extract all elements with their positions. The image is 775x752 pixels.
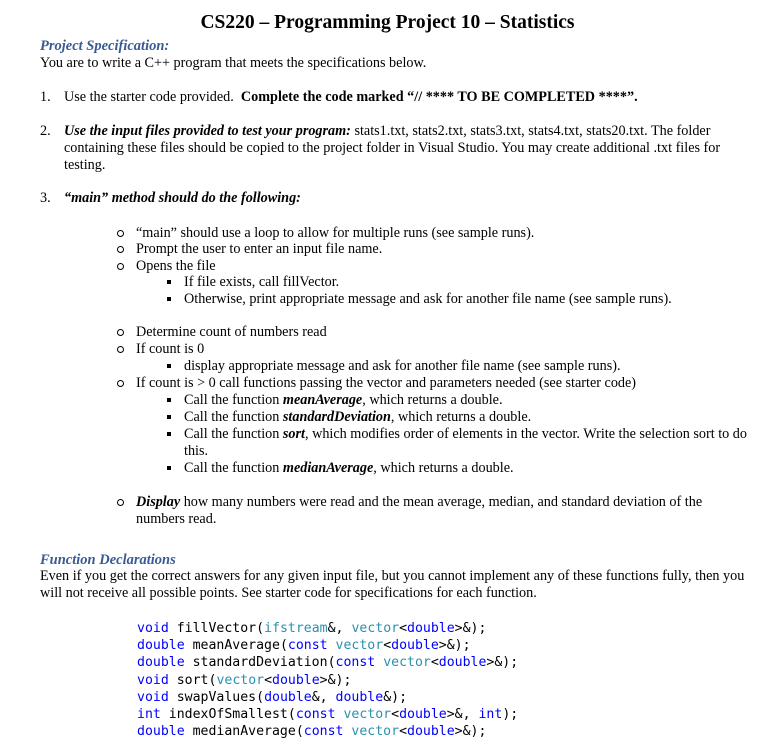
circle-bullet-icon bbox=[117, 329, 124, 336]
page-title: CS220 – Programming Project 10 – Statistics bbox=[200, 12, 575, 33]
square-bullet-icon bbox=[167, 432, 171, 436]
code-line: void fillVector(ifstream&, vector<double>&); bbox=[137, 621, 487, 636]
square-bullet-icon bbox=[167, 415, 171, 419]
circle-bullet-icon bbox=[117, 380, 124, 387]
code-block bbox=[137, 620, 518, 740]
code-line: void sort(vector<double>&); bbox=[137, 672, 352, 688]
square-bullet-icon bbox=[167, 398, 171, 402]
item-3-number: 3. bbox=[40, 190, 51, 206]
function-declarations-intro: Even if you get the correct answers for any given input file, but you cannot implement any of these functions fully, then you will not receive all possible points. See starter code for specifications for each function. bbox=[40, 568, 745, 601]
circle-bullet-icon bbox=[117, 246, 124, 253]
document-page: CS220 – Programming Project 10 – Statistics Project Specification: You are to write a C++ program that meets the specifications below. 1. Use the starter code provided. Complete the code marked “// **** TO BE COMPLETED ****”. 2. Use the input files provided to test your program: stats1.txt, stats2.txt, stats3.txt, stats4.txt, stats20.txt. The folder containing these files should be copied to the project folder in Visual Studio. You may create additional .txt files for testing. 3. “main” method should do the following: “main” should use a loop to allow for multiple runs (see sample runs). Prompt the user to enter an input file name. Opens the file If file exists, call fillVector. Otherwise, print appropriate message and ask for another file name (see sample runs). Determine count of numbers read If count is 0 display appropriate message and ask for another file name (see sample runs). If count is > 0 call functions passing the vector and parameters needed (see starter code) Call the function meanAverage, which returns a double. Call the function standardDeviation, which returns a double. Call the function sort, which modifies order of elements in the vector. Write the selection sort to do this. Call the function medianAverage, which returns a double. Display how many numbers were read and the mean average, median, and standard deviation of the numbers read. Function Declarations Even if you get the correct answers for any given input file, but you cannot implement any of these functions fully, then you will not receive all possible points. See starter code for specifications for each function. void fillVector(ifstream&, vector<double>&); double meanAverage(const vector<double>&); double standardDeviation(const vector<double>&); void sort(vector<double>&); void swapValues(double&, double&); int indexOfSmallest(const vector<double>&, int); double medianAverage(const vector<double>&); bbox=[0, 0, 775, 752]
item-2-number: 2. bbox=[40, 123, 51, 139]
code-line: void swapValues(double&, double&); bbox=[137, 689, 408, 705]
item-2-lead: Use the input files provided to test your program: bbox=[64, 123, 351, 139]
circle-bullet-icon bbox=[117, 499, 124, 506]
item-1-bold: Complete the code marked “// **** TO BE COMPLETED ****”. bbox=[240, 89, 638, 105]
circle-bullet-icon bbox=[117, 346, 124, 353]
item-2-text bbox=[64, 123, 760, 174]
square-bullet-icon bbox=[167, 280, 171, 284]
function-declarations-heading: Function Declarations bbox=[40, 552, 176, 568]
square-bullet-icon bbox=[167, 466, 171, 470]
circle-bullet-icon bbox=[117, 230, 124, 237]
item-1-number: 1. bbox=[40, 89, 51, 105]
circle-bullet-icon bbox=[117, 263, 124, 270]
function-name: medianAverage bbox=[282, 460, 374, 476]
function-name: meanAverage bbox=[282, 392, 363, 408]
code-line: double standardDeviation(const vector<double>&); bbox=[137, 655, 519, 671]
item-1-text bbox=[64, 89, 760, 106]
code-line: double medianAverage(const vector<double>&); bbox=[137, 724, 487, 740]
item-3-heading: “main” method should do the following: bbox=[64, 190, 301, 206]
project-spec-intro: You are to write a C++ program that meets the specifications below. bbox=[40, 55, 427, 71]
item-1-plain: Use the starter code provided. bbox=[64, 89, 234, 105]
item-2-body: stats1.txt, stats2.txt, stats3.txt, stats4.txt, stats20.txt. The folder containing these files should be copied to the project folder in Visual Studio. You may create additional .txt files for testing. bbox=[64, 123, 721, 173]
code-line: int indexOfSmallest(const vector<double>&, int); bbox=[137, 707, 519, 723]
square-bullet-icon bbox=[167, 297, 171, 301]
function-name: sort bbox=[282, 426, 305, 442]
function-name: standardDeviation bbox=[282, 409, 391, 425]
project-spec-heading: Project Specification: bbox=[40, 38, 170, 54]
code-line: double meanAverage(const vector<double>&); bbox=[137, 638, 471, 654]
square-bullet-icon bbox=[167, 364, 171, 368]
